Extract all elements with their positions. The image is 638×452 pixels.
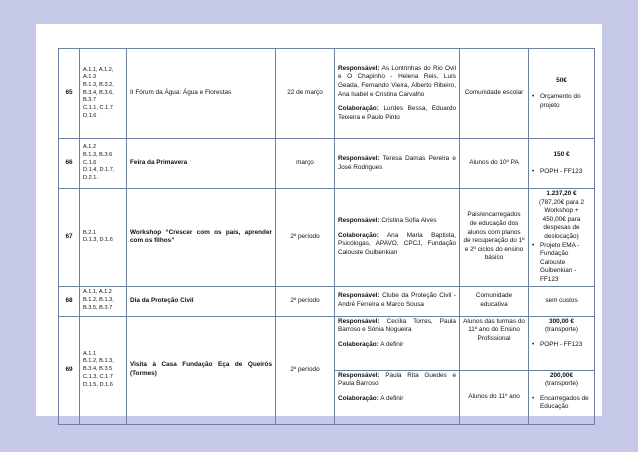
cost-amount: 300,00 € xyxy=(549,317,574,325)
code-line: B.1.3, B.3.6 xyxy=(83,151,113,158)
code-line: B.3.4, B.3.5 xyxy=(83,366,113,373)
responsible-cell xyxy=(335,139,460,189)
responsible-text: Cristina Sofia Alves xyxy=(381,217,437,225)
code-line: A.1.1 xyxy=(83,350,97,357)
responsible-text: As Lontrinhas do Rio Ovil e O Chapinho - Helena Reis, Luís Geada, Fernando Vieira, Alberto Ribeiro, Ana Isabel e Cristina Carvalho xyxy=(338,64,456,98)
funding-source: • Encarregados de Educação xyxy=(532,395,591,412)
code-line: D.1.3, D.1.6 xyxy=(83,237,113,244)
cost-amount: 1.237,20 € xyxy=(546,190,577,197)
code-line: B.1.3, B.3.2, xyxy=(83,81,114,88)
code-line: A.1.1, A.1.2 xyxy=(83,289,112,296)
cost-cell xyxy=(529,49,595,139)
code-line: D.1.5, D.1.6 xyxy=(83,381,113,388)
cost-amount: 150 € xyxy=(553,150,570,158)
code-line: A.1.2 xyxy=(83,144,97,151)
cost-note: (transporte) xyxy=(544,326,579,334)
activity-number: 69 xyxy=(59,316,80,424)
collaboration-label: Colaboração: xyxy=(338,105,379,113)
responsible-text: Paula Rita Guedes e Paula Barroso xyxy=(338,371,456,388)
activity-title: II Fórum da Água: Água e Florestas xyxy=(127,49,276,139)
target-public: Alunos do 11º ano xyxy=(460,370,529,424)
table-row-65 xyxy=(59,49,595,139)
table-row-68 xyxy=(59,286,595,316)
code-line: C.1.3, C.1.7 xyxy=(83,373,113,380)
responsible-label: Responsável: xyxy=(338,217,380,225)
collaboration-label: Colaboração: xyxy=(338,231,379,239)
responsible-label: Responsável: xyxy=(338,317,380,325)
code-line: D.1.6 xyxy=(83,112,97,119)
code-line: B.3.4, B.3.6, xyxy=(83,89,114,96)
responsible-cell xyxy=(335,189,460,287)
funding-source: • POPH - FF123 xyxy=(532,341,591,350)
code-line: B.3.5, B.3.7 xyxy=(83,304,113,311)
activities-table xyxy=(58,48,595,425)
responsible-label: Responsável: xyxy=(338,371,380,379)
code-line: C.1.6 xyxy=(83,159,97,166)
table-row-67 xyxy=(59,189,595,287)
code-line: B.3.7 xyxy=(83,97,97,104)
activity-number: 66 xyxy=(59,139,80,189)
objective-codes xyxy=(80,49,127,139)
funding-source: • POPH - FF123 xyxy=(532,168,591,177)
responsible-label: Responsável: xyxy=(338,292,380,300)
funding-source: • Orçamento do projeto xyxy=(532,93,591,110)
target-public: Alunos das turmas do 11º ano do Ensino Profissional xyxy=(460,316,529,370)
code-line: A.1.3 xyxy=(83,74,97,81)
activity-title: Workshop “Crescer com os pais, aprender com os filhos” xyxy=(127,189,276,287)
collaboration-label: Colaboração: xyxy=(338,340,379,348)
cost-cell xyxy=(529,139,595,189)
funding-source: • Projeto EMA - Fundação Calouste Gulbenkian - FF123 xyxy=(532,242,591,285)
document-page xyxy=(36,24,602,416)
target-public: Comunidade escolar xyxy=(460,49,529,139)
activity-title: Visita à Casa Fundação Eça de Queirós (Tormes) xyxy=(127,316,276,424)
objective-codes xyxy=(80,189,127,287)
cost-cell xyxy=(529,316,595,370)
target-public: Alunos do 10º PA xyxy=(460,139,529,189)
table-row-69 xyxy=(59,316,595,370)
activity-number: 68 xyxy=(59,286,80,316)
code-line: A.1.1, A.1.2, xyxy=(83,66,114,73)
activity-title: Feira da Primavera xyxy=(127,139,276,189)
activity-number: 67 xyxy=(59,189,80,287)
collaboration-text: A definir xyxy=(380,394,404,402)
responsible-text: Cecília Torres, Paula Barroso e Sónia Nogueira xyxy=(338,317,456,334)
activity-number: 65 xyxy=(59,49,80,139)
collaboration-label: Colaboração: xyxy=(338,394,379,402)
collaboration-text: A definir xyxy=(380,340,404,348)
cost-note: (787,20€ para 2 Workshop + 450,00€ para despesas de deslocação) xyxy=(538,198,585,240)
cost-amount: 50€ xyxy=(556,76,567,84)
objective-codes xyxy=(80,286,127,316)
responsible-cell xyxy=(335,316,460,370)
table-row-66 xyxy=(59,139,595,189)
cost-cell xyxy=(529,370,595,424)
cost-note: (transporte) xyxy=(544,380,579,388)
responsible-cell xyxy=(335,370,460,424)
responsible-text: Teresa Damas Pereira e José Rodrigues xyxy=(338,154,456,171)
target-public: Comunidade educativa xyxy=(460,286,529,316)
responsible-cell xyxy=(335,286,460,316)
activity-date: 2º período xyxy=(276,316,335,424)
code-line: B.1.2, B.1.3, xyxy=(83,358,114,365)
objective-codes xyxy=(80,139,127,189)
target-public: Pais/encarregados de educação dos alunos com planos de recuperação do 1º e 2º ciclos do ensino básico xyxy=(460,189,529,287)
code-line: D.2.1. xyxy=(83,175,98,182)
code-line: C.1.1, C.1.7 xyxy=(83,105,113,112)
code-line: B.1.2, B.1.3, xyxy=(83,297,114,304)
cost-cell xyxy=(529,189,595,287)
objective-codes xyxy=(80,316,127,424)
code-line: B.2.1 xyxy=(83,229,97,236)
responsible-label: Responsável: xyxy=(338,154,380,162)
activity-date: 2º período xyxy=(276,189,335,287)
cost-amount: sem custos xyxy=(529,286,595,316)
activity-date: 22 de março xyxy=(276,49,335,139)
responsible-cell xyxy=(335,49,460,139)
responsible-text: Clube da Proteção Civil - André Ferreira e Marco Sousa xyxy=(338,292,456,309)
responsible-label: Responsável: xyxy=(338,64,380,72)
code-line: D.1.4, D.1.7, xyxy=(83,167,115,174)
activity-date: março xyxy=(276,139,335,189)
collaboration-text: Lurdes Bessa, Eduardo Teixeira e Paulo Pinto xyxy=(338,105,456,121)
activity-title: Dia da Proteção Civil xyxy=(127,286,276,316)
activity-date: 2º período xyxy=(276,286,335,316)
cost-amount: 200,00€ xyxy=(549,371,574,379)
collaboration-text: Ana Maria Baptista, Psicólogas, APAVO, CPCJ, Fundação Calouste Gulbenkian xyxy=(338,231,456,256)
